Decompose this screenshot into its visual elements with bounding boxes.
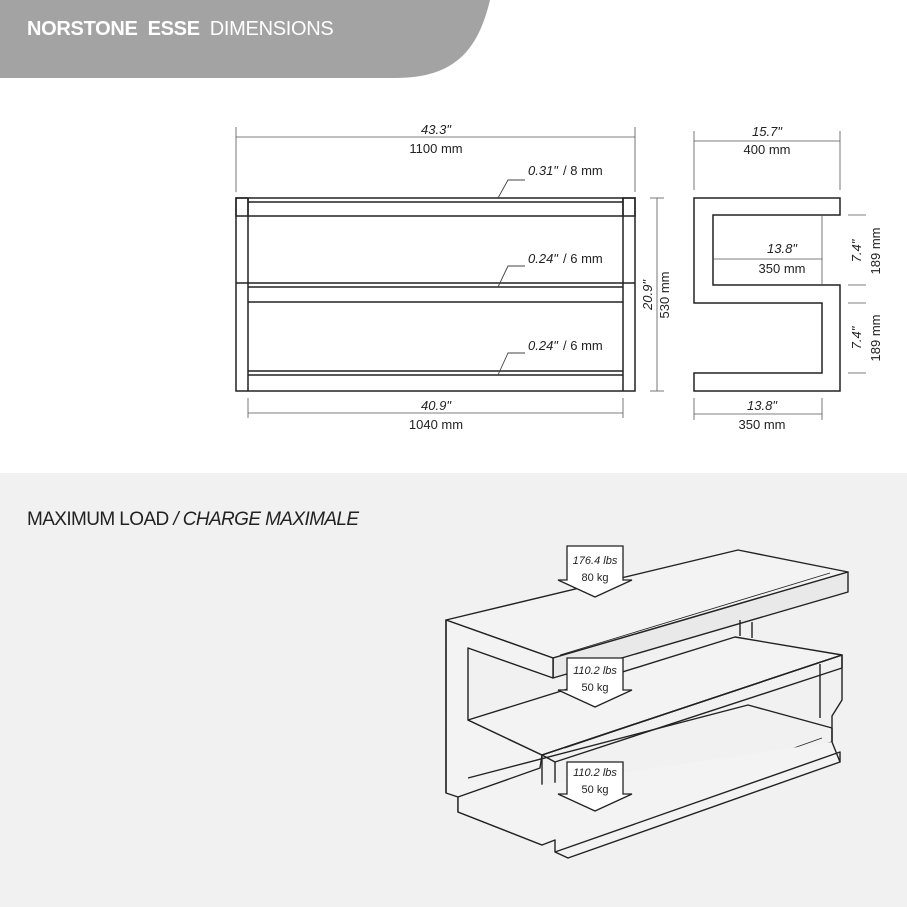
leader-lines (498, 180, 525, 375)
side-inner-depth-mm: 350 mm (758, 261, 806, 276)
front-left-cap (236, 198, 248, 216)
bottom-load-lbs: 110.2 lbs (573, 767, 617, 779)
front-height-mm: 530 mm (657, 271, 672, 319)
front-frame (236, 198, 635, 391)
front-inner-width-in: 40.9" (421, 398, 451, 413)
isometric-stand (446, 550, 848, 858)
load-title-en: MAXIMUM LOAD (27, 509, 169, 530)
side-lower-clearance-in: 7.4" (849, 326, 864, 350)
side-lower-clearance-mm: 189 mm (868, 314, 883, 362)
middle-shelf-thickness-mm: / 6 mm (563, 251, 603, 266)
front-view-labels (409, 122, 672, 432)
bottom-shelf-thickness-in: 0.24" (528, 338, 558, 353)
model-name: ESSE (147, 18, 200, 40)
front-right-cap (623, 198, 635, 216)
top-shelf-thickness-in: 0.31" (528, 163, 558, 178)
brand-name: NORSTONE (27, 18, 138, 40)
side-upper-clearance-mm: 189 mm (868, 227, 883, 275)
side-depth-mm: 400 mm (743, 142, 791, 157)
front-overall-width-mm: 1100 mm (409, 141, 463, 156)
side-base-depth-in: 13.8" (747, 398, 777, 413)
section-name: DIMENSIONS (209, 18, 334, 40)
bottom-shelf-thickness-mm: / 6 mm (563, 338, 603, 353)
side-s-profile (694, 198, 840, 391)
side-view-labels (739, 124, 883, 432)
middle-load-lbs: 110.2 lbs (573, 665, 617, 677)
top-load-lbs: 176.4 lbs (572, 555, 618, 567)
load-title-fr: / CHARGE MAXIMALE (173, 509, 359, 530)
top-shelf-thickness-mm: / 8 mm (563, 163, 603, 178)
side-depth-in: 15.7" (752, 124, 782, 139)
side-upper-clearance-in: 7.4" (849, 239, 864, 263)
middle-load-kg: 50 kg (581, 682, 609, 694)
front-inner-width-mm: 1040 mm (408, 417, 464, 432)
side-inner-depth-in: 13.8" (767, 241, 797, 256)
front-height-in: 20.9" (640, 280, 655, 310)
front-overall-width-in: 43.3" (421, 122, 451, 137)
bottom-load-kg: 50 kg (581, 784, 609, 796)
side-depth-dim (694, 131, 840, 190)
middle-shelf-thickness-in: 0.24" (528, 251, 558, 266)
side-base-depth-mm: 350 mm (738, 417, 786, 432)
top-load-kg: 80 kg (581, 572, 609, 584)
